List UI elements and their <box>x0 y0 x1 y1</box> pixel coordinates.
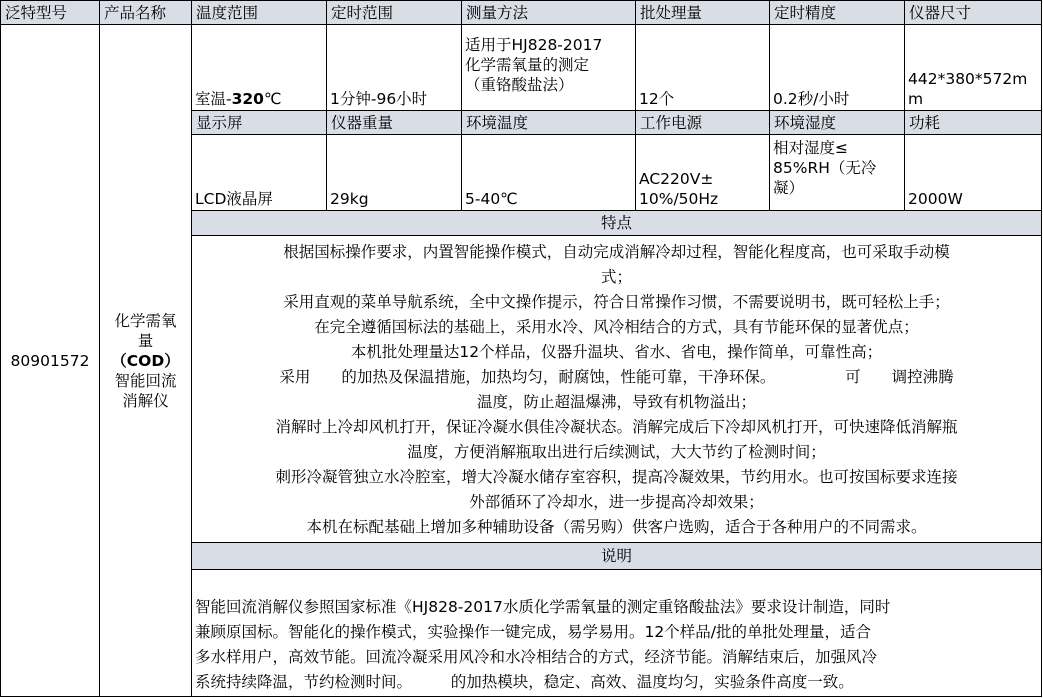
header-model-no: 泛特型号 <box>0 0 100 25</box>
header-env-temp: 环境温度 <box>462 111 636 135</box>
power-value: 2000W <box>905 135 1042 211</box>
temp-range-value: 室温-320℃ <box>192 25 327 111</box>
batch-value: 12个 <box>636 25 770 111</box>
method-value: 适用于HJ828-2017 化学需氧量的测定 （重铬酸盐法） <box>462 25 636 111</box>
description-title: 说明 <box>192 543 1042 570</box>
product-name-cell <box>100 25 192 697</box>
header-power-supply: 工作电源 <box>636 111 770 135</box>
feature-line: 在完全遵循国标法的基础上，采用水冷、风冷相结合的方式，具有节能环保的显著优点； <box>314 318 919 336</box>
feature-line: 本机批处理量达12个样品，仪器升温块、省水、省电，操作简单，可靠性高； <box>350 343 883 361</box>
display-value: LCD液晶屏 <box>192 135 327 211</box>
feature-line: 外部循环了冷却水，进一步提高冷却效果； <box>469 493 764 511</box>
feature-line: 采用 的加热及保温措施，加热均匀，耐腐蚀，性能可靠，干净环保。 可 调控沸腾 <box>279 368 954 386</box>
header-size: 仪器尺寸 <box>905 0 1042 25</box>
features-title: 特点 <box>192 211 1042 236</box>
feature-line: 刺形冷凝管独立水冷腔室，增大冷凝水储存室容积，提高冷凝效果，节约用水。也可按国标要求连接 <box>275 468 958 486</box>
header-timer-range: 定时范围 <box>327 0 462 25</box>
description-line: 智能回流消解仪参照国家标准《HJ828-2017水质化学需氧量的测定重铬酸盐法》要求设计制造，同时 <box>195 598 891 616</box>
power-supply-value: AC220V± 10%/50Hz <box>636 135 770 211</box>
feature-line: 温度，防止超温爆沸，导致有机物溢出； <box>476 393 756 411</box>
header-env-humidity: 环境湿度 <box>770 111 905 135</box>
feature-line: 消解时上冷却风机打开，保证冷凝水俱佳冷凝状态。消解完成后下冷却风机打开，可快速降低消解瓶 <box>275 418 958 436</box>
features-body <box>192 236 1042 543</box>
feature-line: 根据国标操作要求，内置智能操作模式，自动完成消解冷却过程，智能化程度高，也可采取手动模 <box>283 243 950 261</box>
header-method: 测量方法 <box>462 0 636 25</box>
header-timer-precision: 定时精度 <box>770 0 905 25</box>
description-line: 兼顾原国标。智能化的操作模式，实验操作一键完成，易学易用。12个样品/批的单批处理量，适合 <box>195 623 871 641</box>
description-line: 系统持续降温，节约检测时间。 的加热模块，稳定、高效、温度均匀，实验条件高度一致。 <box>195 673 854 691</box>
feature-line: 温度，方便消解瓶取出进行后续测试，大大节约了检测时间； <box>407 443 826 461</box>
description-line: 多水样用户，高效节能。回流冷凝采用风冷和水冷相结合的方式，经济节能。消解结束后，加强风冷 <box>195 648 878 666</box>
size-value: 442*380*572m m <box>905 25 1042 111</box>
timer-precision-value: 0.2秒/小时 <box>770 25 905 111</box>
feature-line: 本机在标配基础上增加多种辅助设备（需另购）供客户选购，适合于各种用户的不同需求。 <box>306 518 927 536</box>
env-temp-value: 5-40℃ <box>462 135 636 211</box>
header-power: 功耗 <box>905 111 1042 135</box>
feature-line: 采用直观的菜单导航系统，全中文操作提示，符合日常操作习惯，不需要说明书，既可轻松上手； <box>283 293 950 311</box>
header-temp-range: 温度范围 <box>192 0 327 25</box>
weight-value: 29kg <box>327 135 462 211</box>
env-humidity-value: 相对湿度≤ 85%RH（无冷 凝） <box>770 135 905 211</box>
description-body <box>192 570 1042 697</box>
model-number-cell <box>0 25 100 697</box>
timer-range-value: 1分钟-96小时 <box>327 25 462 111</box>
header-display: 显示屏 <box>192 111 327 135</box>
header-batch: 批处理量 <box>636 0 770 25</box>
header-product-name: 产品名称 <box>100 0 192 25</box>
header-weight: 仪器重量 <box>327 111 462 135</box>
feature-line: 式； <box>600 268 632 286</box>
model-number: 80901572 <box>10 351 90 370</box>
product-name: 化学需氧 量 （COD） 智能回流 消解仪 <box>111 311 180 410</box>
